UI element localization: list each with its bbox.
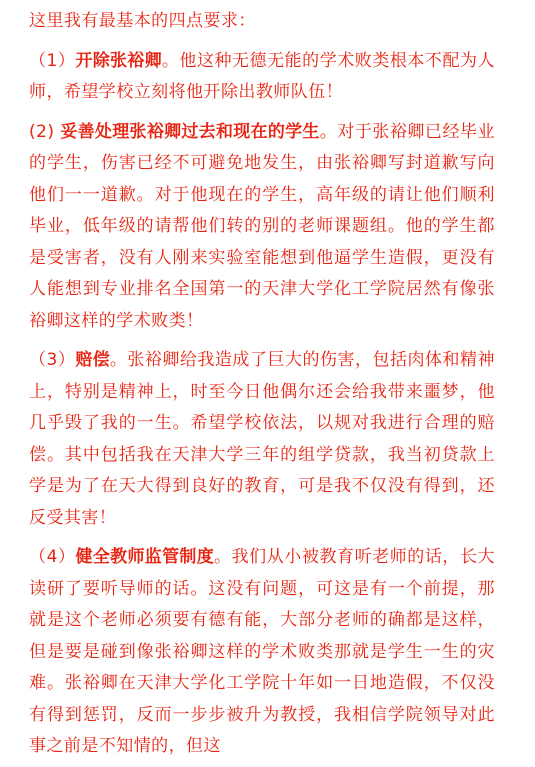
requirement-2-body: 。对于张裕卿已经毕业的学生，伤害已经不可避免地发生，由张裕卿写封道歉写向他们一一道歉。对于他现在的学生，高年级的请让他们顺利毕业，低年级的请帮他们转的别的老师课题组。他的学生都是受害者，没有人刚来实验室能想到他逼学生造假，更没有人能想到专业排名全国第一的天津大学化工学院居然有像张裕卿这样的学术败类！ bbox=[29, 121, 495, 331]
requirement-4-body: 。我们从小被教育听老师的话，长大读研了要听导师的话。这没有问题，可这是有一个前提，那就是这个老师必须要有德有能，大部分老师的确都是这样，但是要是碰到像张裕卿这样的学术败类那就是学生一生的灾难。张裕卿在天津大学化工学院十年如一日地造假，不仅没有得到惩罚，反而一步步被升为教授，我相信学院领导对此事之前是不知情的，但这 bbox=[29, 547, 495, 756]
requirement-4-heading: 健全教师监管制度 bbox=[75, 547, 215, 567]
requirement-4 bbox=[29, 542, 495, 763]
requirement-1 bbox=[29, 46, 495, 109]
requirement-3-number: （3） bbox=[29, 350, 76, 370]
intro-text: 这里我有最基本的四点要求： bbox=[29, 11, 256, 31]
requirement-1-body: 。他这种无德无能的学术败类根本不配为人师，希望学校立刻将他开除出教师队伍！ bbox=[29, 50, 495, 102]
requirement-2 bbox=[29, 117, 495, 338]
requirement-2-heading: 妥善处理张裕卿过去和现在的学生 bbox=[60, 121, 320, 142]
requirement-3-body: 。张裕卿给我造成了巨大的伤害，包括肉体和精神上，特别是精神上，时至今日他偶尔还会给我带来噩梦，他几乎毁了我的一生。希望学校依法，以规对我进行合理的赔偿。其中包括我在天津大学三年的组学贷款，我当初贷款上学是为了在天大得到良好的教育，可是我不仅没有得到，还反受其害！ bbox=[29, 350, 495, 528]
requirement-1-heading: 开除张裕卿 bbox=[75, 50, 162, 71]
requirement-2-number: (2) bbox=[29, 121, 61, 142]
requirement-4-number: （4） bbox=[29, 547, 76, 567]
requirement-3-heading: 赔偿 bbox=[75, 350, 110, 370]
requirement-1-number: （1） bbox=[29, 50, 76, 71]
requirement-3 bbox=[29, 345, 495, 534]
